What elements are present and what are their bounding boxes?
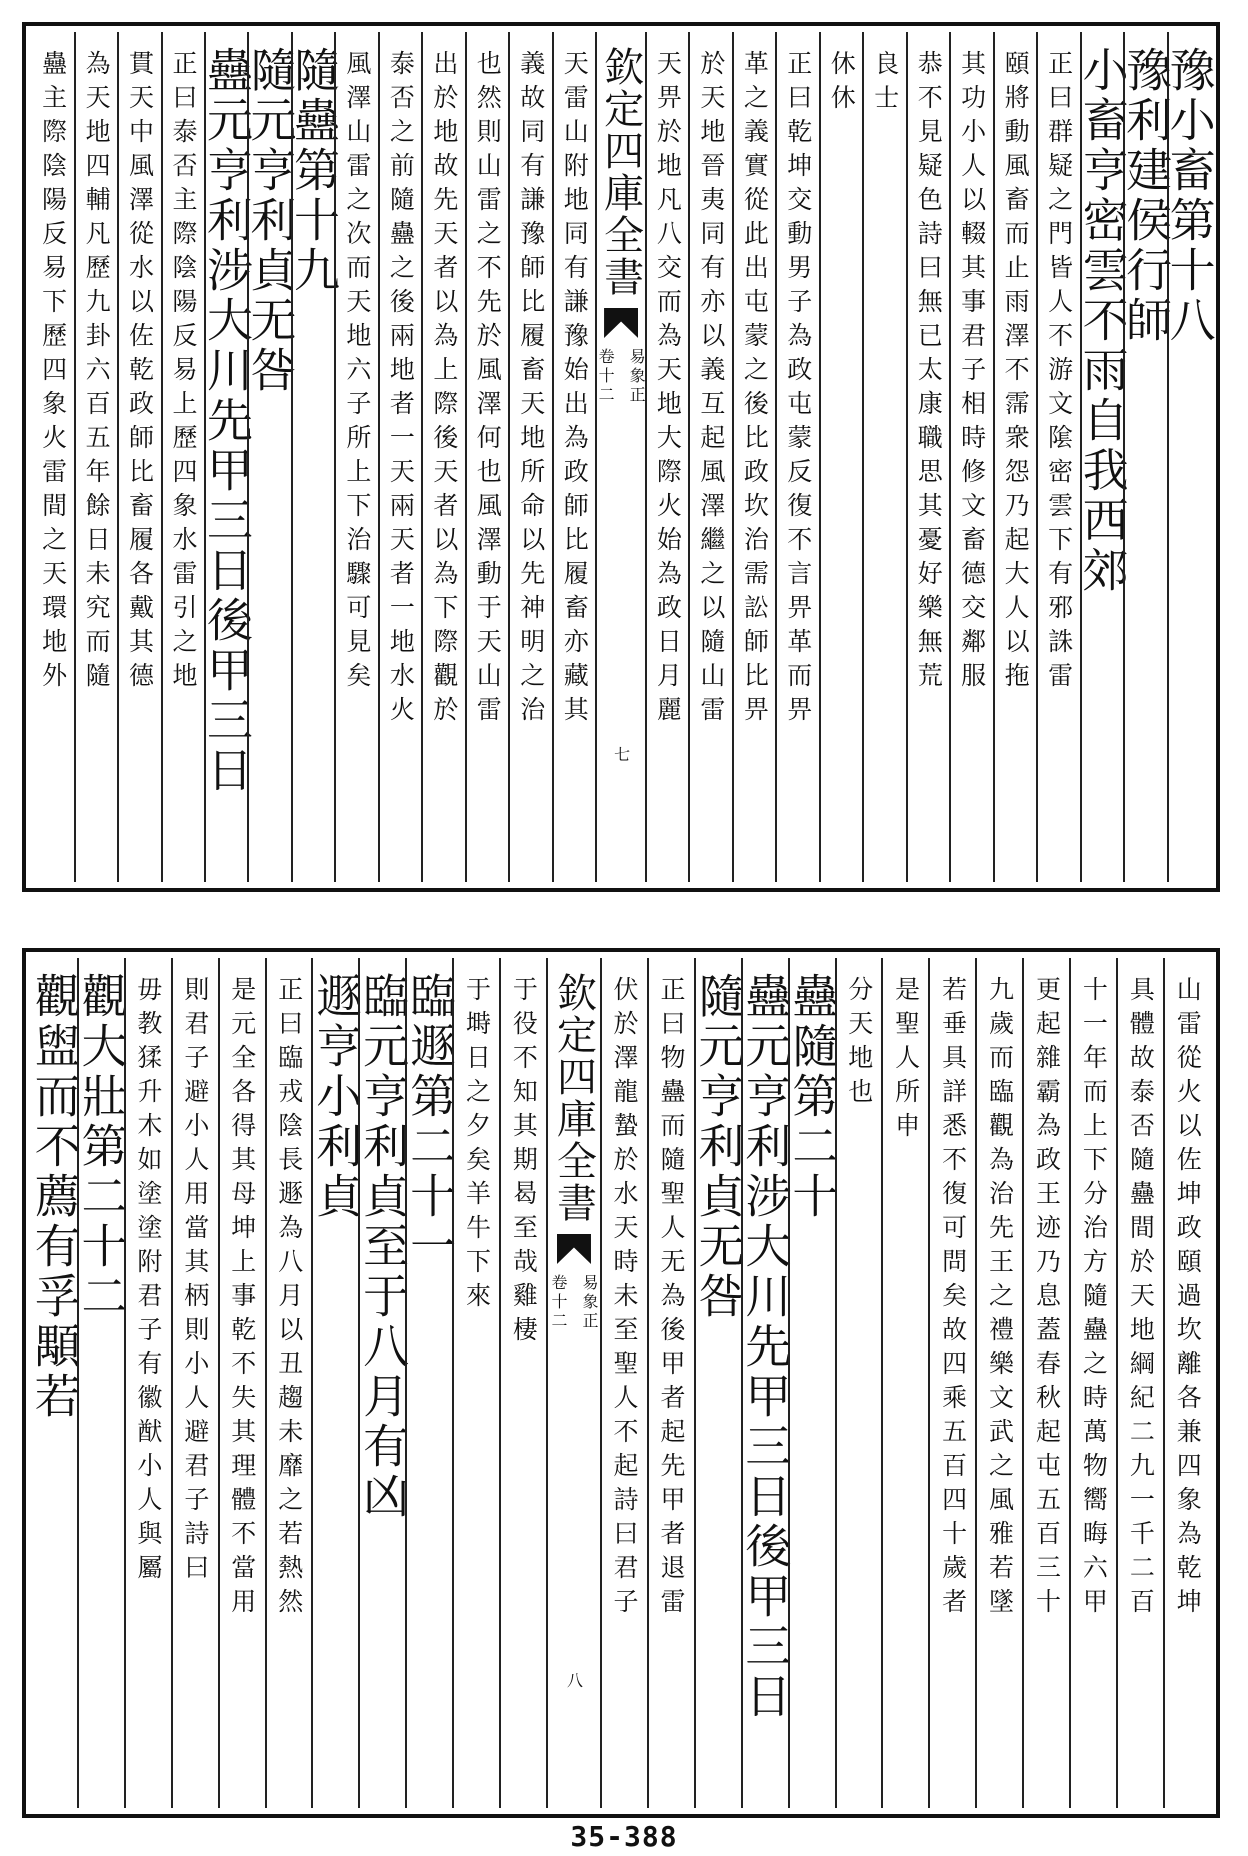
hexagram-heading-column — [403, 958, 458, 1808]
commentary-column — [993, 32, 1036, 882]
hexagram-heading: 蠱隨第二十 — [785, 972, 840, 1222]
commentary-text: 出於地故先天者以為上際後天者以為下際觀於 — [429, 50, 459, 730]
book-title: 易象正 — [579, 1274, 599, 1331]
commentary-column — [161, 32, 204, 882]
hexagram-heading: 隨元亨利貞无咎 — [691, 972, 746, 1322]
page-number: 35-388 — [570, 1820, 678, 1853]
commentary-column — [835, 958, 882, 1808]
commentary-text: 風澤山雷之次而天地六子所上下治驟可見矣 — [342, 50, 372, 696]
commentary-text: 正曰乾坤交動男子為政屯蒙反復不言畀革而畀 — [783, 50, 813, 730]
commentary-text: 貫天中風澤從水以佐乾政師比畜履各戴其德 — [125, 50, 155, 696]
commentary-column — [508, 32, 551, 882]
lower-page-columns — [27, 958, 1210, 1808]
hexagram-heading-column — [1162, 32, 1217, 882]
hexagram-heading-column — [356, 958, 411, 1808]
commentary-column — [171, 958, 218, 1808]
commentary-column — [465, 32, 508, 882]
commentary-text: 山雷從火以佐坤政頤過坎離各兼四象為乾坤 — [1173, 976, 1203, 1622]
commentary-column — [74, 32, 117, 882]
book-volume-info — [547, 1274, 601, 1331]
upper-page-columns — [32, 32, 1217, 882]
commentary-column — [732, 32, 775, 882]
hexagram-heading-column — [286, 32, 341, 882]
commentary-text: 頤將動風畜而止雨澤不霈衆怨乃起大人以拖 — [1001, 50, 1031, 696]
commentary-text: 毋教猱升木如塗塗附君子有徽猷小人與屬 — [133, 976, 163, 1588]
commentary-column — [645, 32, 688, 882]
commentary-text: 正曰物蠱而隨聖人无為後甲者起先甲者退雷 — [656, 976, 686, 1622]
commentary-column — [688, 32, 731, 882]
hexagram-heading: 隨蠱第十九 — [286, 46, 341, 296]
commentary-text: 為天地四輔凡歷九卦六百五年餘日未究而隨 — [82, 50, 112, 696]
hexagram-heading: 隨元亨利貞无咎 — [243, 46, 298, 396]
book-title: 易象正 — [627, 348, 647, 405]
commentary-text: 恭不見疑色詩曰無已太康職思其憂好樂無荒 — [914, 50, 944, 696]
hexagram-heading-column — [785, 958, 840, 1808]
commentary-column — [1163, 958, 1210, 1808]
hexagram-heading: 遯亨小利貞 — [309, 972, 364, 1222]
commentary-column — [32, 32, 73, 882]
commentary-text: 則君子避小人用當其柄則小人避君子詩曰 — [180, 976, 210, 1588]
hexagram-heading-column — [74, 958, 129, 1808]
commentary-text: 義故同有謙豫師比履畜天地所命以先神明之治 — [516, 50, 546, 730]
library-title: 欽定四庫全書 — [597, 46, 644, 298]
commentary-text: 天雷山附地同有謙豫始出為政師比履畜亦藏其 — [560, 50, 590, 730]
volume-label: 卷十二 — [596, 348, 616, 405]
library-title: 欽定四庫全書 — [550, 972, 597, 1224]
commentary-column — [647, 958, 694, 1808]
commentary-text: 休休 — [827, 50, 857, 118]
commentary-text: 良士 — [870, 50, 900, 118]
hexagram-heading: 臨遯第二十一 — [403, 972, 458, 1272]
volume-label: 卷十二 — [548, 1274, 568, 1331]
commentary-column — [334, 32, 377, 882]
hexagram-heading-column — [243, 32, 298, 882]
lower-page-frame — [22, 948, 1220, 1818]
commentary-column — [124, 958, 171, 1808]
commentary-text: 分天地也 — [844, 976, 874, 1112]
commentary-text: 十一年而上下分治方隨蠱之時萬物嚮晦六甲 — [1079, 976, 1109, 1622]
hexagram-heading-column — [1119, 32, 1174, 882]
commentary-text: 天畀於地凡八交而為天地大際火始為政日月麗 — [653, 50, 683, 730]
library-title-column — [595, 32, 645, 882]
upper-page-frame — [22, 22, 1220, 892]
hexagram-heading: 豫利建侯行師 — [1119, 46, 1174, 346]
commentary-column — [881, 958, 928, 1808]
commentary-text: 正曰臨戎陰長遯為八月以丑趨未靡之若熱然 — [274, 976, 304, 1622]
commentary-column — [378, 32, 421, 882]
commentary-text: 更起雜霸為政王迹乃息蓋春秋起屯五百三十 — [1032, 976, 1062, 1622]
commentary-column — [265, 958, 312, 1808]
library-title-column — [546, 958, 600, 1808]
commentary-text: 革之義實從此出屯蒙之後比政坎治需訟師比畀 — [740, 50, 770, 730]
commentary-text: 正曰群疑之門皆人不游文隂密雲下有邪誅雷 — [1044, 50, 1074, 696]
hexagram-heading-column — [1075, 32, 1130, 882]
commentary-column — [218, 958, 265, 1808]
hexagram-heading: 臨元亨利貞至于八月有凶 — [356, 972, 411, 1522]
hexagram-heading: 觀大壯第二十二 — [74, 972, 129, 1322]
hexagram-heading: 豫小畜第十八 — [1162, 46, 1217, 346]
commentary-text: 其功小人以輟其事君子相時修文畜德交鄰服 — [957, 50, 987, 696]
commentary-text: 若垂具詳悉不復可問矣故四乘五百四十歲者 — [938, 976, 968, 1622]
folio-number: 八 — [564, 1672, 584, 1688]
commentary-text: 于役不知其期曷至哉雞棲 — [509, 976, 539, 1350]
commentary-column — [1116, 958, 1163, 1808]
hexagram-heading-column — [691, 958, 746, 1808]
hexagram-heading-column — [309, 958, 364, 1808]
commentary-column — [499, 958, 546, 1808]
hexagram-heading-column — [200, 32, 255, 882]
commentary-text: 也然則山雷之不先於風澤何也風澤動于天山雷 — [473, 50, 503, 730]
commentary-text: 九歲而臨觀為治先王之禮樂文武之風雅若墜 — [985, 976, 1015, 1622]
commentary-text: 伏於澤龍蟄於水天時未至聖人不起詩曰君子 — [610, 976, 640, 1622]
commentary-column — [1022, 958, 1069, 1808]
commentary-text: 于塒日之夕矣羊牛下來 — [462, 976, 492, 1316]
commentary-column — [452, 958, 499, 1808]
hexagram-heading: 蠱元亨利涉大川先甲三日後甲三日 — [738, 972, 793, 1722]
commentary-column — [819, 32, 862, 882]
commentary-column — [775, 32, 818, 882]
commentary-text: 是元全各得其母坤上事乾不失其理體不當用 — [227, 976, 257, 1622]
commentary-text: 正曰泰否主際陰陽反易上歷四象水雷引之地 — [169, 50, 199, 696]
hexagram-heading-column — [738, 958, 793, 1808]
commentary-column — [117, 32, 160, 882]
hexagram-heading: 觀盥而不薦有孚顒若 — [27, 972, 82, 1422]
fish-tail-mark-icon — [604, 308, 638, 338]
commentary-column — [552, 32, 595, 882]
commentary-column — [862, 32, 905, 882]
commentary-column — [906, 32, 949, 882]
commentary-column — [1036, 32, 1079, 882]
commentary-text: 蠱主際陰陽反易下歷四象火雷間之天環地外 — [38, 50, 68, 696]
commentary-column — [975, 958, 1022, 1808]
commentary-column — [600, 958, 647, 1808]
commentary-column — [421, 32, 464, 882]
hexagram-heading-column — [27, 958, 82, 1808]
fish-tail-mark-icon — [557, 1234, 591, 1264]
folio-number: 七 — [611, 746, 631, 762]
book-volume-info — [594, 348, 648, 405]
commentary-text: 是聖人所申 — [891, 976, 921, 1146]
commentary-text: 於天地晉夷同有亦以義互起風澤繼之以隨山雷 — [696, 50, 726, 730]
hexagram-heading: 蠱元亨利涉大川先甲三日後甲三日 — [200, 46, 255, 796]
commentary-column — [1069, 958, 1116, 1808]
commentary-column — [928, 958, 975, 1808]
hexagram-heading: 小畜亨密雲不雨自我西郊 — [1075, 46, 1130, 596]
commentary-column — [949, 32, 992, 882]
commentary-text: 泰否之前隨蠱之後兩地者一天兩天者一地水火 — [386, 50, 416, 730]
commentary-text: 具體故泰否隨蠱間於天地綱紀二九一千二百 — [1126, 976, 1156, 1622]
